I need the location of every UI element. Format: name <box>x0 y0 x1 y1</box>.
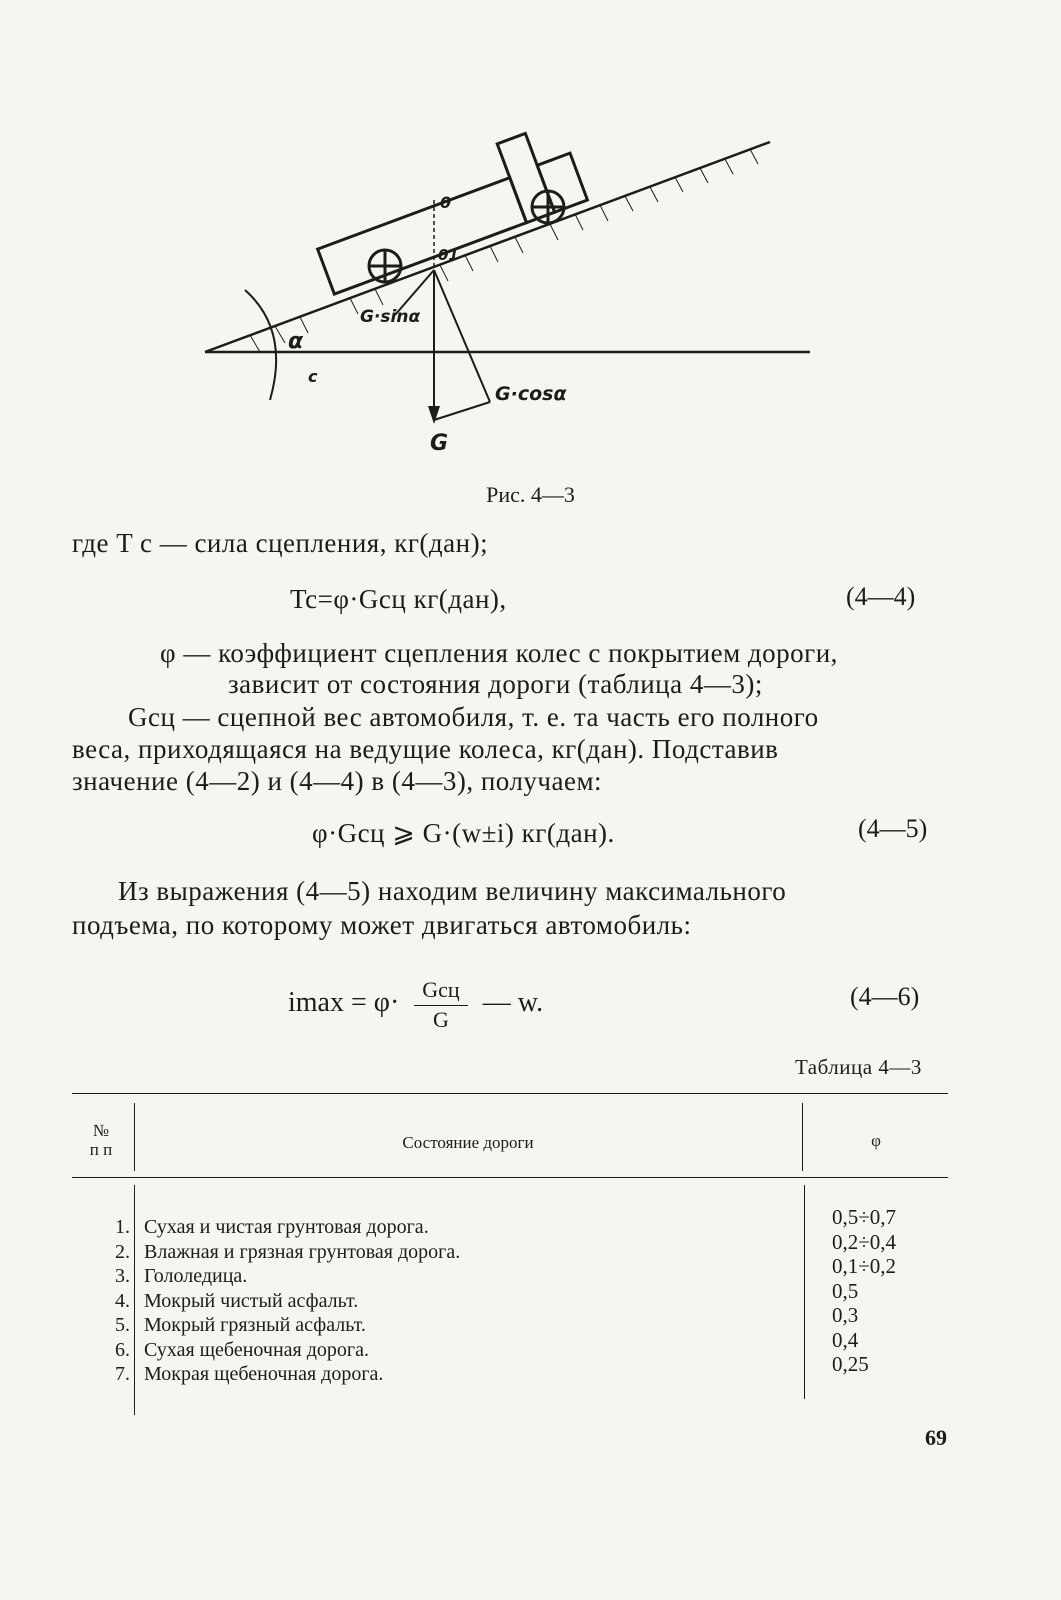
label-o: 0 <box>440 193 452 212</box>
row-road-state: Гололедица. <box>144 1265 248 1287</box>
text-paragraph-line-1: Из выражения (4—5) находим величину максимального <box>118 876 787 906</box>
header-number-sub: п п <box>89 1140 113 1159</box>
equation-4-6-fraction <box>414 975 467 1034</box>
column-road-state <box>144 1215 460 1387</box>
row-road-state: Мокрая щебеночная дорога. <box>144 1363 384 1385</box>
text-gsc-definition-1: Gсц — сцепной вес автомобиля, т. е. та часть его полного <box>128 702 819 732</box>
label-g-cos: G·cosα <box>495 383 567 405</box>
header-divider-2 <box>802 1103 803 1171</box>
header-number-symbol: № <box>92 1121 110 1140</box>
equation-4-5: φ·Gсц ⩾ G·(w±i) кг(дан). <box>312 818 615 848</box>
row-number: 4. <box>115 1289 130 1312</box>
header-phi: φ <box>871 1131 881 1150</box>
fraction-denominator: G <box>433 1007 449 1032</box>
g-cos-arrow <box>434 270 490 402</box>
row-number: 3. <box>115 1265 130 1287</box>
row-road-state: Сухая и чистая грунтовая дорога. <box>144 1216 429 1238</box>
row-road-state: Мокрый чистый асфальт. <box>144 1289 359 1312</box>
row-number: 6. <box>115 1338 130 1361</box>
truck-on-slope-figure <box>190 90 830 470</box>
row-number: 7. <box>115 1363 130 1385</box>
row-phi: 0,5÷0,7 <box>832 1205 897 1229</box>
text-phi-definition-1: φ — коэффициент сцепления колес с покрытием дороги, <box>160 638 838 668</box>
row-phi: 0,3 <box>832 1303 859 1327</box>
row-road-state: Влажная и грязная грунтовая дорога. <box>144 1240 461 1263</box>
truck-body <box>318 178 527 294</box>
angle-arc <box>245 290 276 400</box>
label-alpha: α <box>288 329 304 354</box>
label-o1: 01 <box>438 246 459 264</box>
slope-line <box>205 142 770 352</box>
equation-4-6 <box>288 975 543 1034</box>
figure-drawing <box>190 90 830 470</box>
figure-caption: Рис. 4—3 <box>486 482 575 507</box>
equation-number-4-6: (4—6) <box>850 982 920 1011</box>
text-phi-definition-2: зависит от состояния дороги (таблица 4—3); <box>228 669 763 699</box>
row-phi: 0,1÷0,2 <box>832 1254 897 1278</box>
row-number: 2. <box>115 1240 130 1263</box>
text-line-traction-definition: где T c — сила сцепления, кг(дан); <box>72 528 489 558</box>
fraction-numerator: Gсц <box>414 975 467 1006</box>
table-header-rule <box>72 1177 948 1178</box>
label-g-sin: G·sinα <box>360 307 421 327</box>
equation-4-6-lhs: imax = φ· <box>288 986 400 1018</box>
page-number: 69 <box>925 1425 947 1450</box>
row-phi: 0,5 <box>832 1278 859 1303</box>
road-condition-table <box>72 1093 948 1423</box>
equation-4-4: Tc=φ·Gсц кг(дан), <box>290 584 507 614</box>
row-number: 1. <box>115 1216 130 1238</box>
body-divider-2 <box>804 1185 805 1399</box>
force-g-arrowhead <box>428 406 440 424</box>
row-phi: 0,2÷0,4 <box>832 1229 897 1254</box>
column-numbers <box>72 1215 130 1387</box>
header-road-state: Состояние дороги <box>402 1133 534 1152</box>
wheels <box>369 191 564 282</box>
label-c: c <box>308 367 318 386</box>
text-gsc-definition-2: веса, приходящаяся на ведущие колеса, кг(дан). Подставив <box>72 734 779 764</box>
equation-number-4-5: (4—5) <box>858 814 928 843</box>
row-road-state: Сухая щебеночная дорога. <box>144 1338 369 1361</box>
parallelogram-edge <box>434 402 490 420</box>
row-road-state: Мокрый грязный асфальт. <box>144 1314 366 1336</box>
header-number <box>72 1121 130 1159</box>
row-number: 5. <box>115 1314 130 1336</box>
body-divider-1 <box>134 1185 135 1415</box>
text-paragraph-line-2: подъема, по которому может двигаться автомобиль: <box>72 910 692 940</box>
equation-number-4-4: (4—4) <box>846 582 916 611</box>
column-phi <box>832 1205 896 1377</box>
equation-4-6-rhs: — w. <box>482 986 544 1018</box>
row-phi: 0,25 <box>832 1352 869 1376</box>
label-g: G <box>430 431 449 456</box>
row-phi: 0,4 <box>832 1327 859 1352</box>
text-gsc-definition-3: значение (4—2) и (4—4) в (4—3), получаем: <box>72 766 603 796</box>
table-title: Таблица 4—3 <box>795 1055 922 1079</box>
table-top-rule <box>72 1093 948 1094</box>
